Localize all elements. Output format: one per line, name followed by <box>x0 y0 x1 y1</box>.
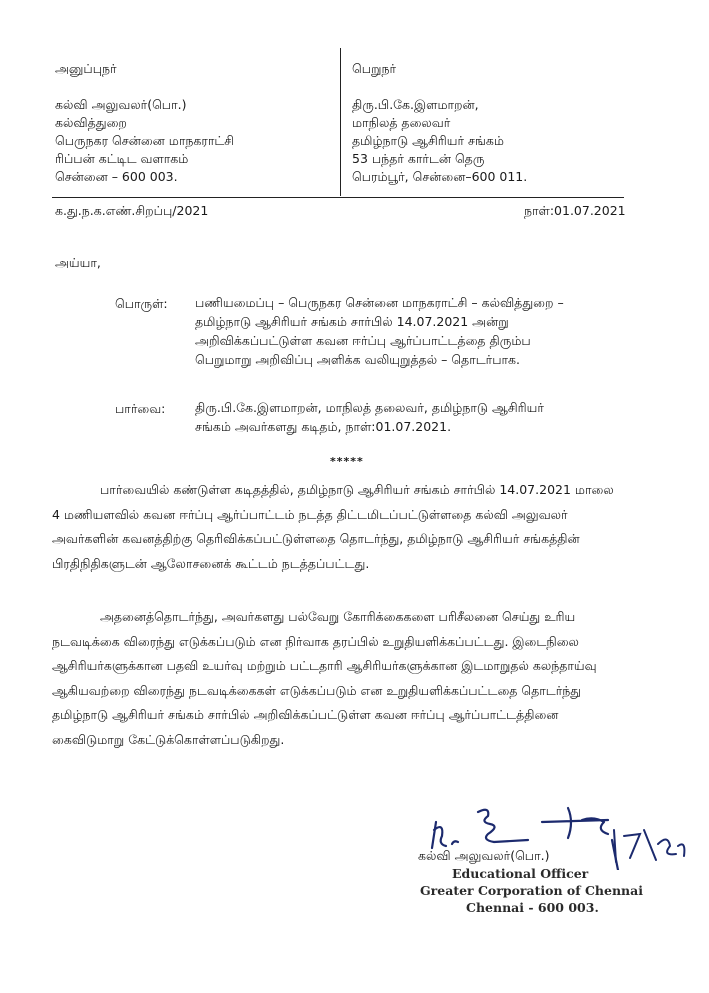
recipient-label: பெறுநர் <box>352 61 397 76</box>
paragraph-line: 4 மணியளவில் கவன ஈர்ப்பு ஆர்ப்பாட்டம் நடத்த திட்டமிடப்பட்டுள்ளதை கல்வி அலுவலர் <box>52 506 568 522</box>
recipient-block <box>352 60 527 186</box>
salutation: அய்யா, <box>55 255 101 270</box>
paragraph-line: கைவிடுமாறு கேட்டுக்கொள்ளப்படுகிறது. <box>52 731 285 747</box>
recipient-line: தமிழ்நாடு ஆசிரியர் சங்கம் <box>352 133 504 148</box>
paragraph-line: பிரதிநிதிகளுடன் ஆலோசனைக் கூட்டம் நடத்தப்பட்டது. <box>52 555 370 571</box>
paragraph-line: ஆகியவற்றை விரைந்து நடவடிக்கைகள் எடுக்கப்படும் என உறுதியளிக்கப்பட்டதை தொடர்ந்து <box>52 682 582 698</box>
paragraph-line: பார்வையில் கண்டுள்ள கடிதத்தில், தமிழ்நாடு ஆசிரியர் சங்கம் சார்பில் 14.07.2021 மாலை <box>100 482 614 497</box>
letter-date: நாள்:01.07.2021 <box>524 203 626 218</box>
subject-line: தமிழ்நாடு ஆசிரியர் சங்கம் சார்பில் 14.07.2021 அன்று <box>195 314 509 329</box>
recipient-line: மாநிலத் தலைவர் <box>352 115 451 130</box>
sender-line: பெருநகர சென்னை மாநகராட்சி <box>55 133 235 148</box>
reference-line: திரு.பி.கே.இளமாறன், மாநிலத் தலைவர், தமிழ்நாடு ஆசிரியர் <box>195 400 544 415</box>
body-paragraph-1 <box>52 478 638 576</box>
paragraph-line: அவர்களின் கவனத்திற்கு தெரிவிக்கப்பட்டுள்ளதை தொடர்ந்து, தமிழ்நாடு ஆசிரியர் சங்கத்தின் <box>52 531 580 546</box>
stamp-line: Chennai - 600 003. <box>466 900 599 915</box>
reference-label: பார்வை: <box>115 401 166 416</box>
sender-line: சென்னை – 600 003. <box>55 169 178 184</box>
stamp-line: Educational Officer <box>452 866 589 881</box>
paragraph-line: ஆசிரியர்களுக்கான பதவி உயர்வு மற்றும் பட்டதாரி ஆசிரியர்களுக்கான இடமாறுதல் கலந்தாய்வு <box>52 658 597 673</box>
subject-line: அறிவிக்கப்பட்டுள்ள கவன ஈர்ப்பு ஆர்ப்பாட்டத்தை திரும்ப <box>195 333 531 348</box>
separator-stars: ***** <box>330 455 364 468</box>
sender-line: ரிப்பன் கட்டிட வளாகம் <box>55 151 189 166</box>
reference-number: க.து.ந.க.எண்.சிறப்பு/2021 <box>55 203 209 218</box>
subject-text <box>195 293 595 369</box>
sender-label: அனுப்புநர் <box>55 61 117 76</box>
sender-line: கல்வி அலுவலர்(பொ.) <box>55 97 187 112</box>
paragraph-line: அதனைத்தொடர்ந்து, அவர்களது பல்வேறு கோரிக்கைகளை பரிசீலனை செய்து உரிய <box>100 609 576 624</box>
header-underline <box>52 197 624 198</box>
subject-line: பெறுமாறு அறிவிப்பு அளிக்க வலியுறுத்தல் – தொடர்பாக. <box>195 352 521 367</box>
recipient-line: திரு.பி.கே.இளமாறன், <box>352 97 479 112</box>
signatory-designation: கல்வி அலுவலர்(பொ.) <box>418 848 550 863</box>
reference-text <box>195 398 595 436</box>
recipient-line: பெரம்பூர், சென்னை–600 011. <box>352 169 528 184</box>
paragraph-line: நடவடிக்கை விரைந்து எடுக்கப்படும் என நிர்வாக தரப்பில் உறுதியளிக்கப்பட்டது. இடைநிலை <box>52 633 579 649</box>
sender-block <box>55 60 234 186</box>
recipient-line: 53 பந்தர் கார்டன் தெரு <box>352 151 485 166</box>
subject-line: பணியமைப்பு – பெருநகர சென்னை மாநகராட்சி – கல்வித்துறை – <box>195 295 564 310</box>
sender-line: கல்வித்துறை <box>55 115 127 130</box>
body-paragraph-2 <box>52 605 638 752</box>
stamp-line: Greater Corporation of Chennai <box>420 883 643 898</box>
paragraph-line: தமிழ்நாடு ஆசிரியர் சங்கம் சார்பில் அறிவிக்கப்பட்டுள்ள கவன ஈர்ப்பு ஆர்ப்பாட்டத்தினை <box>52 707 559 722</box>
header-divider <box>340 48 341 196</box>
reference-line: சங்கம் அவர்களது கடிதம், நாள்:01.07.2021. <box>195 419 452 434</box>
subject-label: பொருள்: <box>115 296 168 311</box>
